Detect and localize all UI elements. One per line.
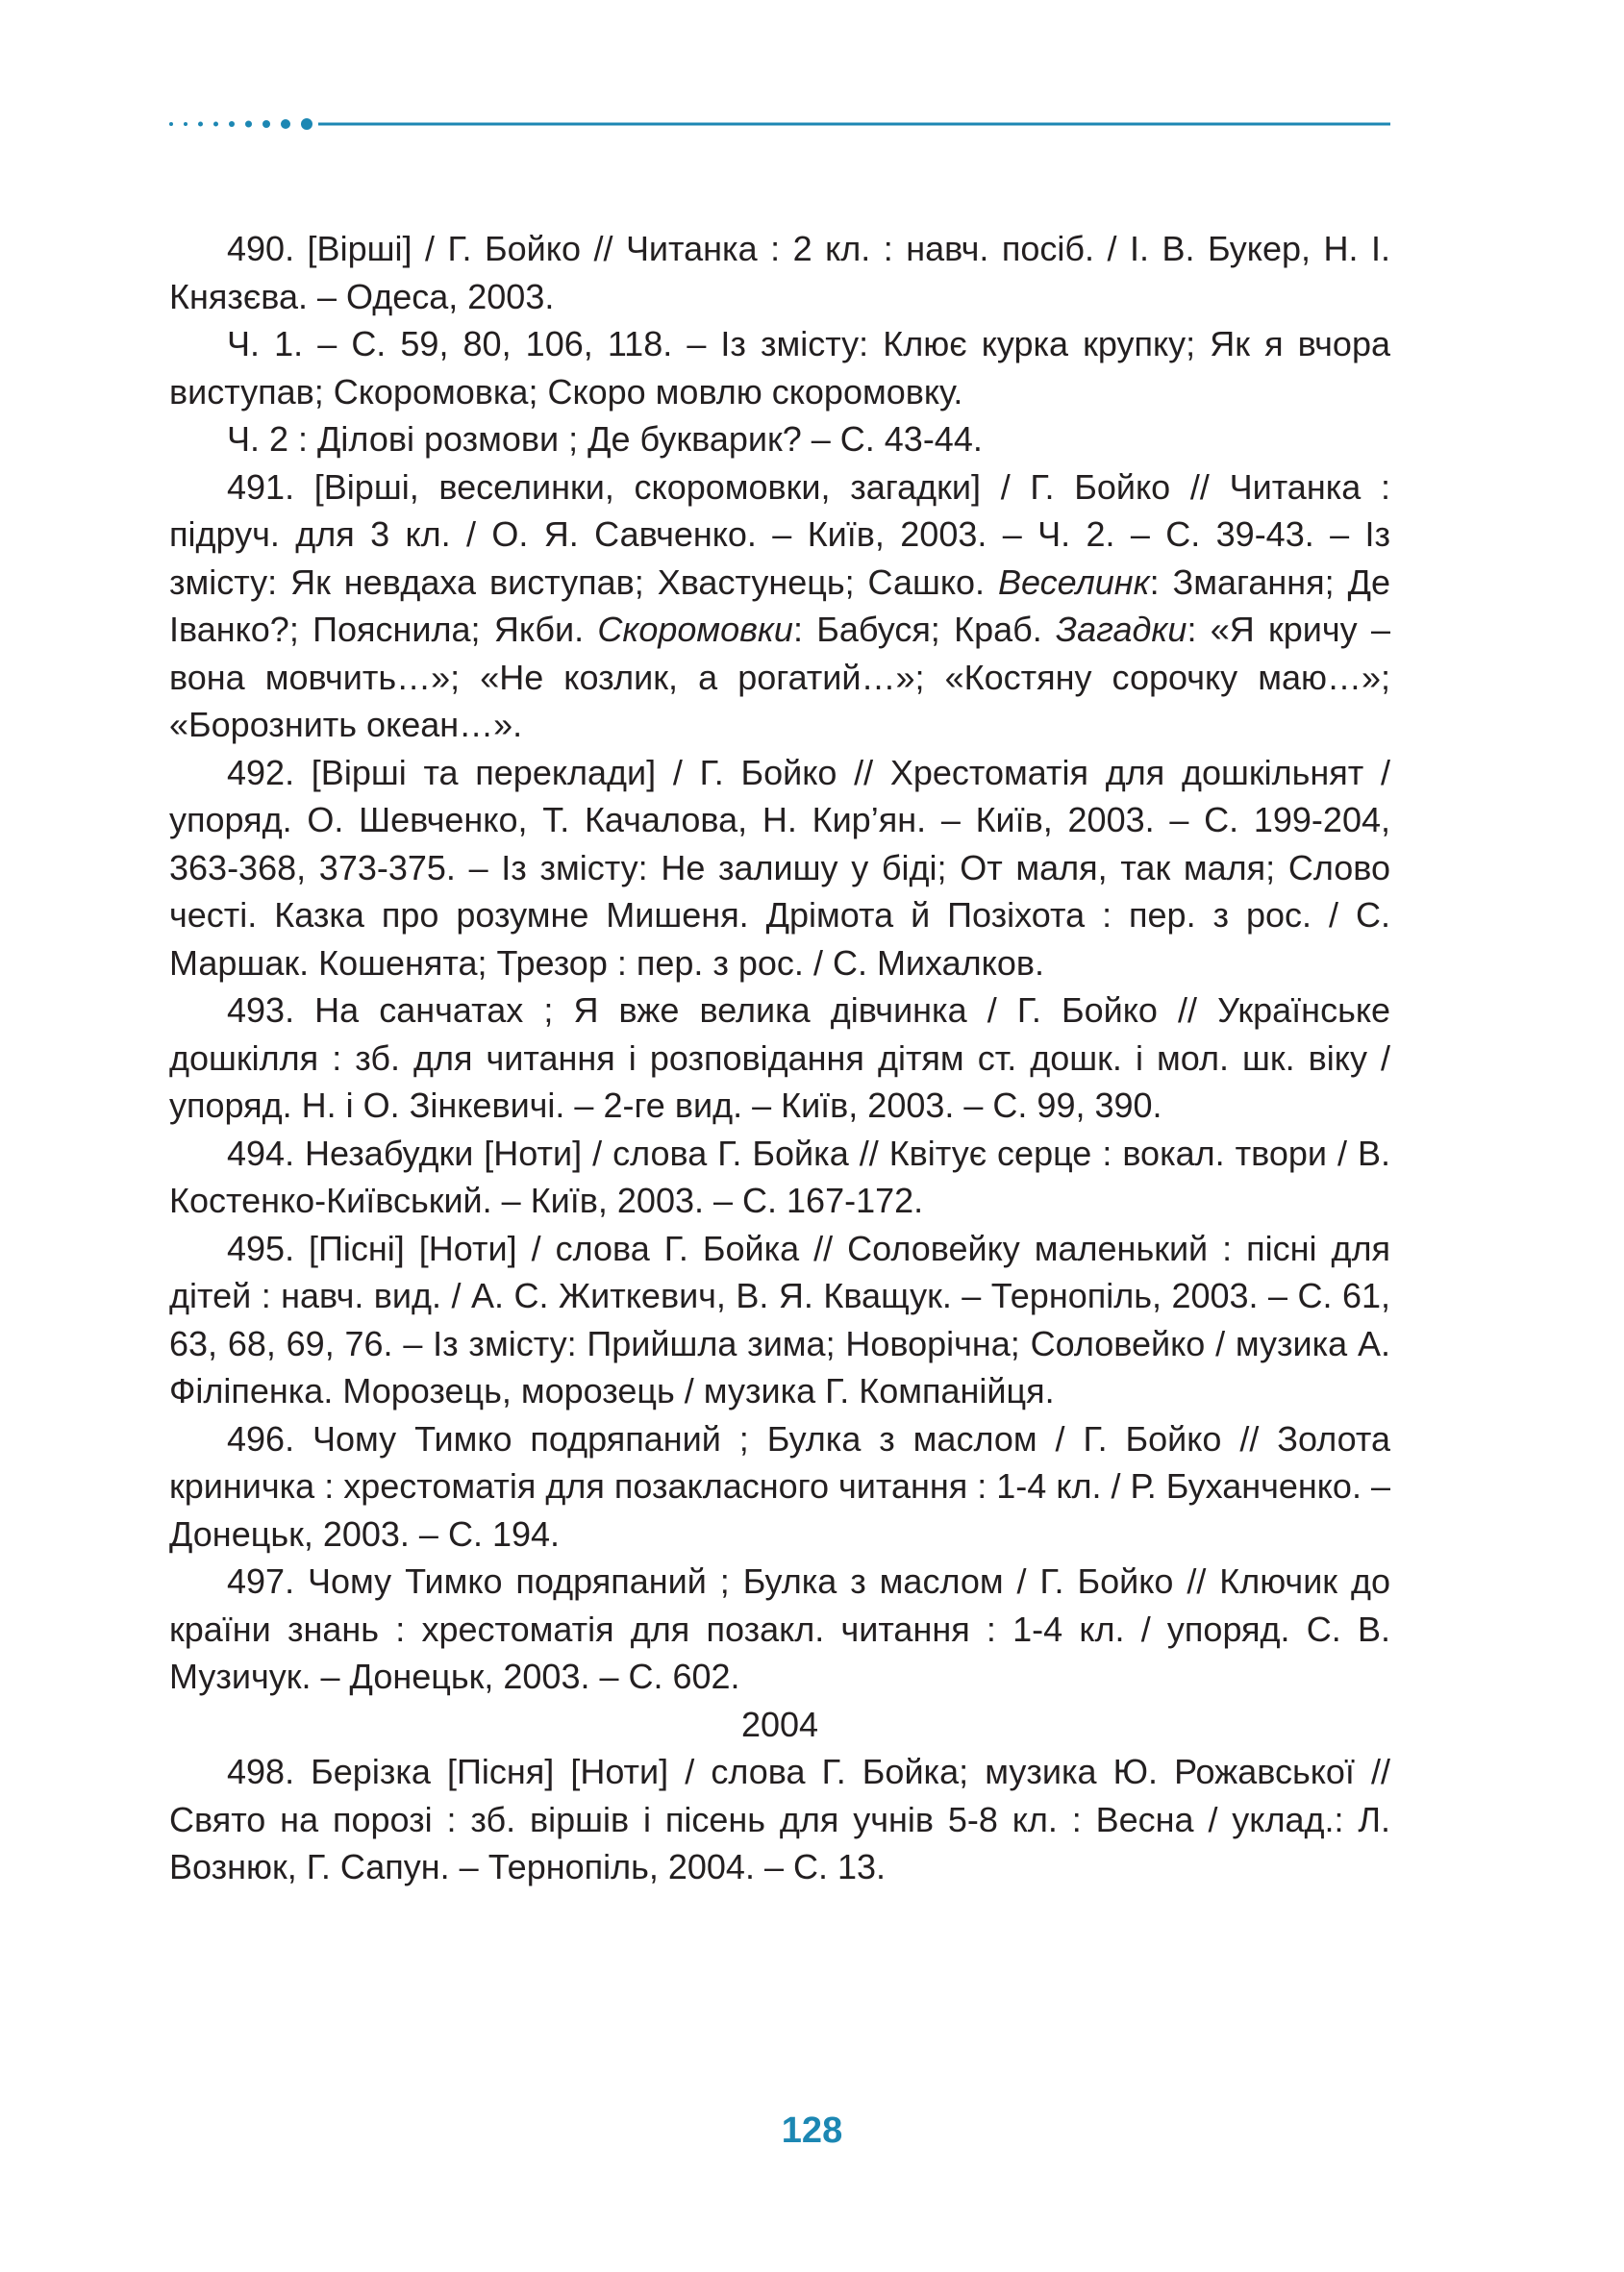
entry-490-p2: Ч. 1. – С. 59, 80, 106, 118. – Із змісту: Клює курка крупку; Як я вчора виступав; Скоромовка; Скоро мовлю скоромовку. xyxy=(169,324,1390,412)
entry-492: 492. [Вірші та переклади] / Г. Бойко // Хрестоматія для дошкільнят / упоряд. О. Шевченко, Т. Качалова, Н. Кир’ян. – Київ, 2003. – С. 199-204, 363-368, 373-375. – Із змісту: Не залишу у біді; От маля, так маля; Слово честі. Казка про розумне Мишеня. Дрімота й Позіхота : пер. з рос. / С. Маршак. Кошенята; Трезор : пер. з рос. / С. Михалков. xyxy=(169,752,1390,983)
entry-491-italic-veselynky: Веселинк xyxy=(997,562,1150,602)
entry-497: 497. Чому Тимко подряпаний ; Булка з маслом / Г. Бойко // Ключик до країни знань : хрестоматія для позакл. читання : 1-4 кл. / упоряд. С. В. Музичук. – Донецьк, 2003. – С. 602. xyxy=(169,1561,1390,1696)
year-heading: 2004 xyxy=(740,1704,819,1744)
entry-490-p3: Ч. 2 : Ділові розмови ; Де букварик? – С. 43-44. xyxy=(227,419,983,459)
rule-dot xyxy=(301,118,312,130)
entry-491-text: 491. [Вірші, веселинки, скоромовки, загадки] / Г. Бойко // Читанка : підруч. для 3 кл. / О. Я. Савченко. – Київ, 2003. – Ч. 2. – С. 39-43. – Із змісту: Як невдаха виступав; Хвастунець; Сашко. xyxy=(169,466,1390,602)
entry-491 xyxy=(169,463,1390,749)
entry-491-italic-zahadky: Загадки xyxy=(1056,610,1187,649)
rule-dot xyxy=(245,121,252,128)
bibliography-list xyxy=(169,225,1390,1891)
entry-491-text: : «Я кричу – вона мовчить…»; «Не козлик, а рогатий…»; «Костяну сорочку маю…»; «Борознить океан…». xyxy=(169,610,1390,744)
rule-dot xyxy=(184,122,187,126)
rule-dot xyxy=(198,122,203,127)
entry-495: 495. [Пісні] [Ноти] / слова Г. Бойка // Соловейку маленький : пісні для дітей : навч. вид. / А. С. Житкевич, В. Я. Кващук. – Тернопіль, 2003. – С. 61, 63, 68, 69, 76. – Із змісту: Прийшла зима; Новорічна; Соловейко / музика А. Філіпенка. Морозець, морозець / музика Г. Компанійця. xyxy=(169,1228,1390,1411)
header-decorative-rule xyxy=(169,117,1390,131)
rule-line xyxy=(318,123,1390,126)
entry-498: 498. Берізка [Пісня] [Ноти] / слова Г. Бойка; музика Ю. Рожавської // Свято на порозі : зб. віршів і пісень для учнів 5-8 кл. : Весна / уклад.: Л. Вознюк, Г. Сапун. – Тернопіль, 2004. – С. 13. xyxy=(169,1752,1390,1886)
entry-491-italic-skoromovky: Скоромовки xyxy=(597,610,793,649)
rule-dot xyxy=(262,120,270,128)
entry-491-text: : Бабуся; Краб. xyxy=(792,610,1057,649)
entry-494: 494. Незабудки [Ноти] / слова Г. Бойка // Квітує серце : вокал. твори / В. Костенко-Київський. – Київ, 2003. – С. 167-172. xyxy=(169,1133,1390,1220)
rule-dot xyxy=(169,122,173,126)
rule-dot xyxy=(281,119,290,129)
entry-493: 493. На санчатах ; Я вже велика дівчинка / Г. Бойко // Українське дошкілля : зб. для читання і розповідання дітям ст. дошк. і мол. шк. віку / упоряд. Н. і О. Зінкевичі. – 2-ге вид. – Київ, 2003. – С. 99, 390. xyxy=(169,990,1390,1125)
page-number: 128 xyxy=(781,2110,843,2151)
entry-491-text: : Змагання; Де Іванко?; Пояснила; Якби. xyxy=(169,562,1390,649)
entry-490-p1: 490. [Вірші] / Г. Бойко // Читанка : 2 кл. : навч. посіб. / І. В. Букер, Н. І. Князєва. – Одеса, 2003. xyxy=(169,229,1390,316)
rule-dot xyxy=(229,121,235,127)
entry-496: 496. Чому Тимко подряпаний ; Булка з маслом / Г. Бойко // Золота криничка : хрестоматія для позакласного читання : 1-4 кл. / Р. Буханченко. – Донецьк, 2003. – С. 194. xyxy=(169,1418,1390,1554)
rule-dot xyxy=(213,122,218,127)
